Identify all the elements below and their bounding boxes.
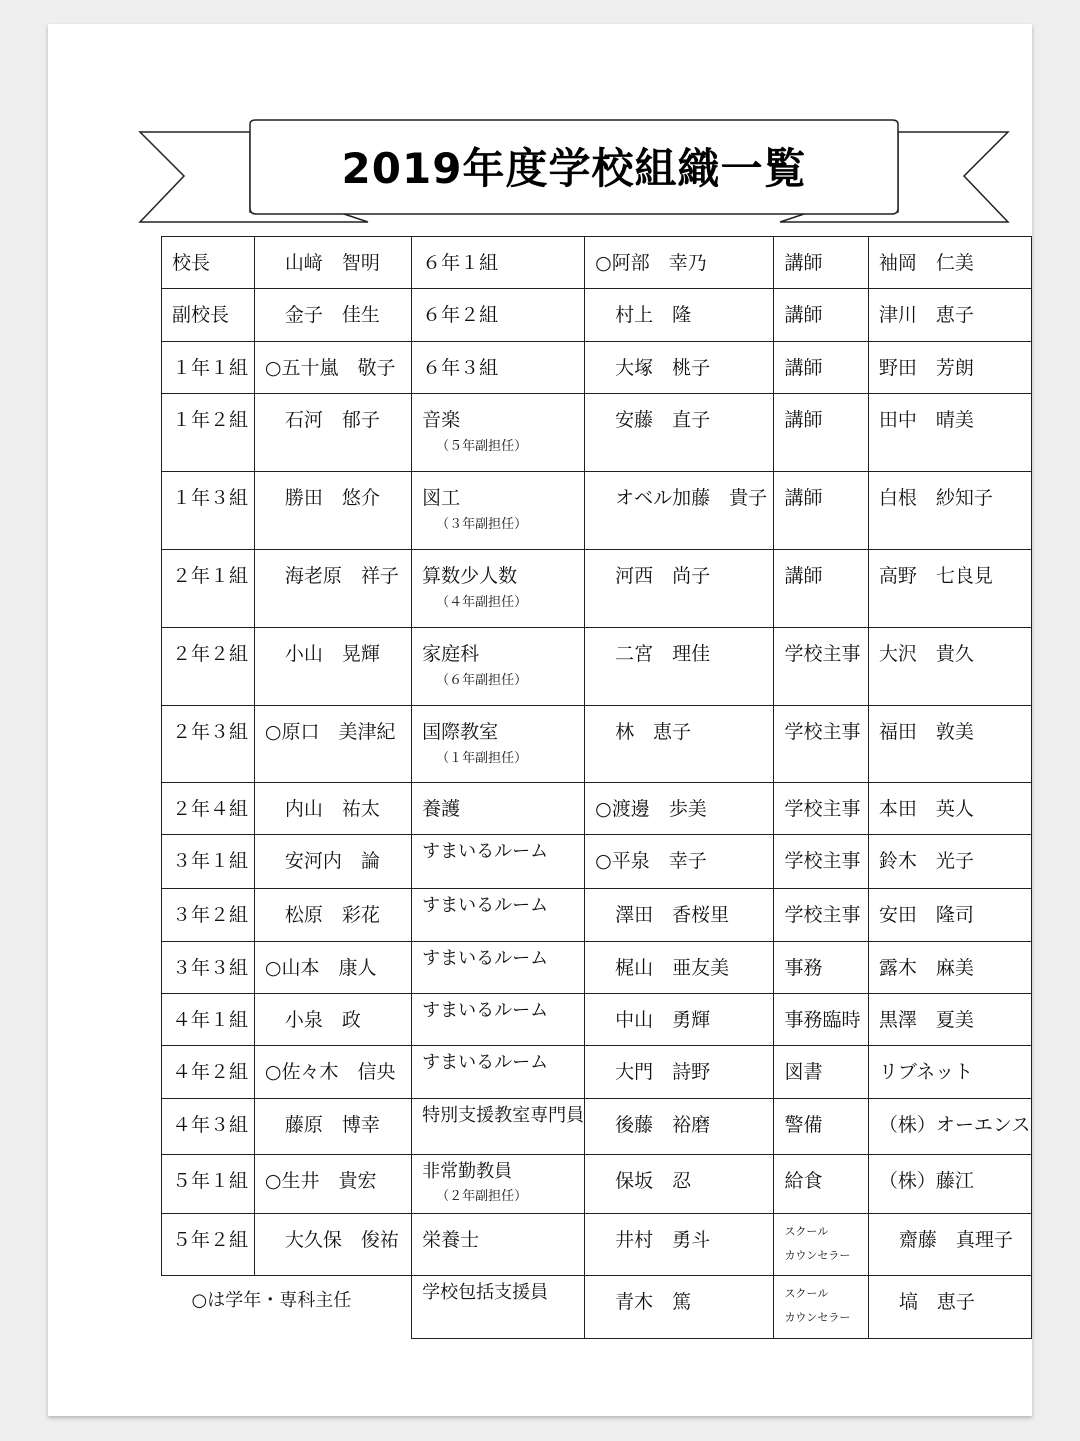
role-cell: 学校主事: [784, 721, 861, 743]
subject-line1: すまいる: [422, 1052, 495, 1073]
sub-homeroom-note: （４年副担任）: [436, 595, 528, 610]
role-cell: 講師: [784, 409, 823, 431]
staff-cell: リブネット: [878, 1061, 974, 1083]
teacher-cell: 後藤 裕磨: [615, 1114, 711, 1136]
staff-cell: 齋藤 真理子: [898, 1229, 1013, 1251]
teacher-cell: オベル加藤 貴子: [615, 487, 768, 509]
role-line2: カウンセラー: [784, 1311, 851, 1324]
staff-cell: 露木 麻美: [878, 957, 974, 979]
class-cell: ６年３組: [422, 357, 499, 379]
teacher-cell: 山﨑 智明: [284, 252, 380, 274]
role-cell: 講師: [784, 487, 823, 509]
staff-cell: （株）オーエンス: [878, 1114, 1031, 1136]
subject-line2: ルーム: [494, 1000, 549, 1021]
table-row: [162, 472, 1032, 550]
role-line1: スクール: [784, 1287, 829, 1300]
subject-cell: [412, 835, 584, 864]
class-cell: ２年４組: [172, 798, 249, 820]
teacher-cell: 小山 晃輝: [284, 643, 380, 665]
subject-cell: 養護: [422, 798, 461, 820]
teacher-cell: 青木 篤: [615, 1291, 692, 1313]
table-row: [162, 1214, 1032, 1276]
document-page: [48, 24, 1032, 1416]
subject-line1: すまいる: [422, 1000, 495, 1021]
role-cell: [774, 1276, 867, 1330]
sub-homeroom-note: （１年副担任）: [436, 751, 528, 766]
staff-cell: 袖岡 仁美: [878, 252, 974, 274]
subject-cell: [412, 1155, 584, 1209]
table-row: [162, 1155, 1032, 1214]
teacher-cell: 安河内 論: [284, 850, 380, 872]
subject-cell: 栄養士: [422, 1229, 480, 1251]
staff-cell: 福田 敦美: [878, 721, 974, 743]
subject-cell: [412, 942, 584, 971]
role-cell: 学校主事: [784, 643, 861, 665]
table-row: [162, 706, 1032, 783]
subject-line1: 特別支援: [422, 1105, 495, 1126]
staff-cell: 黒澤 夏美: [878, 1009, 974, 1031]
teacher-cell: ○五十嵐 敬子: [264, 357, 396, 379]
table-row: [162, 835, 1032, 889]
class-cell: ２年３組: [172, 721, 249, 743]
role-cell: 事務: [784, 957, 823, 979]
teacher-cell: 内山 祐太: [284, 798, 380, 820]
class-cell: 校長: [172, 252, 211, 274]
class-cell: １年３組: [172, 487, 249, 509]
role-cell: 図書: [784, 1061, 823, 1083]
staff-cell: 塙 恵子: [898, 1291, 975, 1313]
teacher-cell: 松原 彩花: [284, 904, 380, 926]
role-cell: 給食: [784, 1170, 823, 1192]
subject-cell: 家庭科: [422, 643, 480, 665]
table-row: [162, 994, 1032, 1046]
teacher-cell: 村上 隆: [615, 304, 692, 326]
table-row: [162, 1099, 1032, 1155]
teacher-cell: 河西 尚子: [615, 565, 711, 587]
subject-line2: ルーム: [494, 948, 549, 969]
table-row: [162, 889, 1032, 942]
teacher-cell: ○平泉 幸子: [595, 850, 707, 872]
staff-cell: 本田 英人: [878, 798, 974, 820]
sub-homeroom-note: （２年副担任）: [436, 1189, 528, 1204]
class-cell: ４年３組: [172, 1114, 249, 1136]
subject-cell: [412, 1276, 584, 1305]
sub-homeroom-note: （６年副担任）: [436, 673, 528, 688]
staff-cell: 安田 隆司: [878, 904, 974, 926]
teacher-cell: ○渡邊 歩美: [595, 798, 707, 820]
subject-cell: 算数少人数: [422, 565, 518, 587]
staff-cell: （株）藤江: [878, 1170, 974, 1192]
staff-cell: 白根 紗知子: [878, 487, 993, 509]
class-cell: ４年２組: [172, 1061, 249, 1083]
class-cell: １年２組: [172, 409, 249, 431]
teacher-cell: 金子 佳生: [284, 304, 380, 326]
subject-cell: [412, 994, 584, 1023]
class-cell: ６年２組: [422, 304, 499, 326]
table-row: [162, 289, 1032, 342]
role-cell: 講師: [784, 357, 823, 379]
subject-cell: 音楽: [422, 409, 461, 431]
teacher-cell: ○山本 康人: [264, 957, 377, 979]
class-cell: ６年１組: [422, 252, 499, 274]
teacher-cell: 小泉 政: [284, 1009, 361, 1031]
teacher-cell: 大門 詩野: [615, 1061, 711, 1083]
table-row: [162, 1046, 1032, 1099]
staff-cell: 野田 芳朗: [878, 357, 974, 379]
role-cell: 学校主事: [784, 850, 861, 872]
class-cell: ４年１組: [172, 1009, 249, 1031]
subject-cell: [412, 889, 584, 918]
teacher-cell: 二宮 理佳: [615, 643, 711, 665]
teacher-cell: ○原口 美津紀: [264, 721, 396, 743]
teacher-cell: 保坂 忍: [615, 1170, 692, 1192]
table-row: [162, 394, 1032, 472]
subject-line2: 教室専門員: [494, 1105, 585, 1126]
class-cell: 副校長: [172, 304, 230, 326]
teacher-cell: 澤田 香桜里: [615, 904, 730, 926]
table-row: [162, 237, 1032, 289]
sub-homeroom-note: （３年副担任）: [436, 517, 528, 532]
subject-line1: すまいる: [422, 841, 495, 862]
table-row: [162, 342, 1032, 394]
role-cell: 警備: [784, 1114, 823, 1136]
subject-cell: 国際教室: [422, 721, 499, 743]
subject-line1: すまいる: [422, 948, 495, 969]
class-cell: ３年２組: [172, 904, 249, 926]
subject-cell: 図工: [422, 487, 461, 509]
staff-cell: 鈴木 光子: [878, 850, 974, 872]
teacher-cell: 勝田 悠介: [284, 487, 380, 509]
table-row: [162, 783, 1032, 835]
role-cell: 講師: [784, 304, 823, 326]
table-row-last: [162, 1276, 1032, 1339]
staff-cell: 津川 恵子: [878, 304, 974, 326]
sub-homeroom-note: （５年副担任）: [436, 439, 528, 454]
class-cell: ２年１組: [172, 565, 249, 587]
teacher-cell: 井村 勇斗: [615, 1229, 711, 1251]
class-cell: ２年２組: [172, 643, 249, 665]
table-row: [162, 942, 1032, 994]
teacher-cell: 海老原 祥子: [284, 565, 399, 587]
role-line1: スクール: [784, 1225, 829, 1238]
page-title: 2019年度学校組織一覧: [341, 144, 807, 193]
staff-cell: 田中 晴美: [878, 409, 974, 431]
teacher-cell: 大塚 桃子: [615, 357, 711, 379]
subject-line2: ルーム: [494, 841, 549, 862]
subject-line2: ルーム: [494, 1052, 549, 1073]
role-cell: 講師: [784, 565, 823, 587]
subject-cell: [412, 1099, 584, 1128]
subject-line1: すまいる: [422, 895, 495, 916]
subject-line2: 支援員: [494, 1282, 549, 1303]
teacher-cell: ○阿部 幸乃: [595, 252, 707, 274]
subject-line2: ルーム: [494, 895, 549, 916]
subject-line1: 非常勤教員: [422, 1161, 513, 1182]
role-cell: 学校主事: [784, 904, 861, 926]
class-cell: ５年２組: [172, 1229, 249, 1251]
class-cell: １年１組: [172, 357, 249, 379]
role-cell: [774, 1214, 867, 1268]
staff-cell: 高野 七良見: [878, 565, 993, 587]
table-row: [162, 550, 1032, 628]
teacher-cell: 安藤 直子: [615, 409, 711, 431]
teacher-cell: 中山 勇輝: [615, 1009, 711, 1031]
teacher-cell: 藤原 博幸: [284, 1114, 380, 1136]
title-banner: [138, 118, 1010, 226]
class-cell: ３年１組: [172, 850, 249, 872]
subject-line1: 学校包括: [422, 1282, 495, 1303]
legend-note: ○は学年・専科主任: [191, 1290, 352, 1311]
teacher-cell: ○佐々木 信央: [264, 1061, 396, 1083]
teacher-cell: 大久保 俊祐: [284, 1229, 399, 1251]
teacher-cell: ○生井 貴宏: [264, 1170, 377, 1192]
staff-cell: 大沢 貴久: [878, 643, 974, 665]
role-cell: 事務臨時: [784, 1009, 861, 1031]
organization-table: [161, 236, 1032, 1339]
subject-cell: [412, 1046, 584, 1075]
teacher-cell: 梶山 亜友美: [615, 957, 730, 979]
role-line2: カウンセラー: [784, 1249, 851, 1262]
teacher-cell: 林 恵子: [615, 721, 692, 743]
class-cell: ３年３組: [172, 957, 249, 979]
role-cell: 学校主事: [784, 798, 861, 820]
table-row: [162, 628, 1032, 706]
role-cell: 講師: [784, 252, 823, 274]
teacher-cell: 石河 郁子: [284, 409, 380, 431]
class-cell: ５年１組: [172, 1170, 249, 1192]
